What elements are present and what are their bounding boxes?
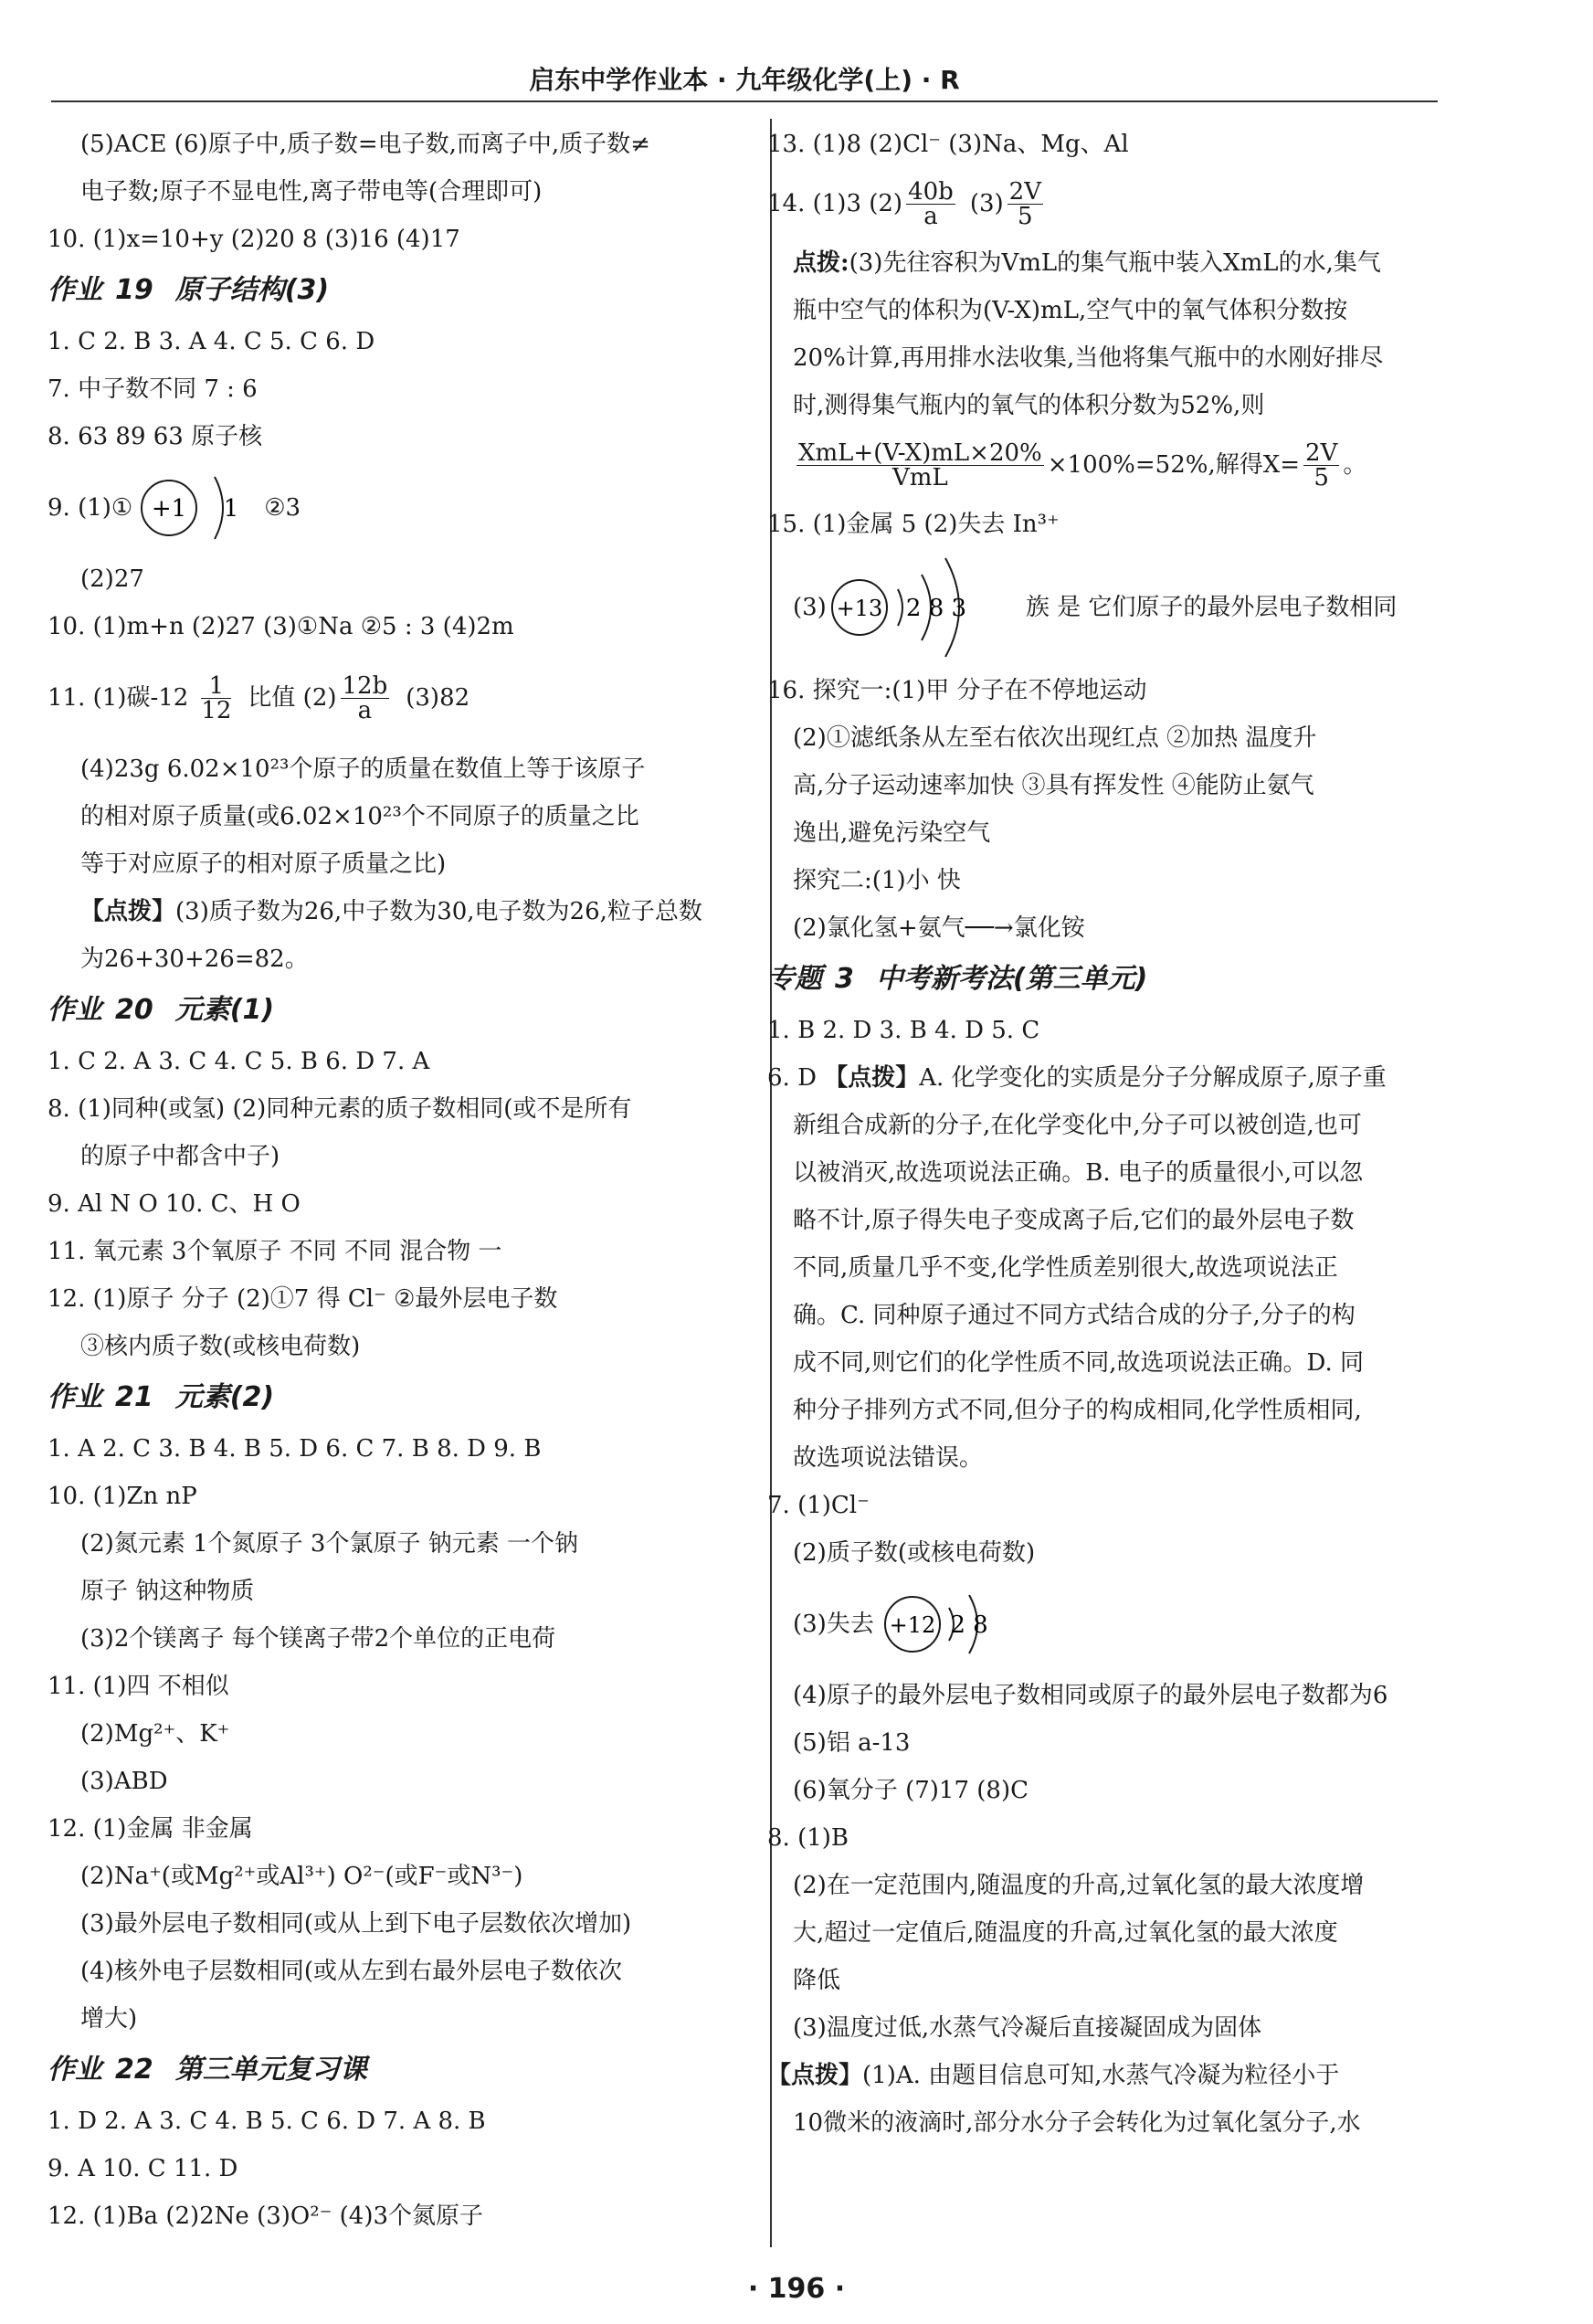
nucleus-charge: +1 [152,495,187,523]
hint-text: A. 化学变化的实质是分子分解成原子,原子重 [919,1064,1387,1092]
answer-line: 11. 氧元素 3个氧原子 不同 不同 混合物 一 [47,1238,502,1265]
answer-line: 原子 钠这种物质 [80,1578,255,1605]
equation-line [767,429,1439,501]
answer-line: 16. 探究一:(1)甲 分子在不停地运动 [767,677,1147,704]
answer-line: 15. (1)金属 5 (2)失去 In³⁺ [767,511,1060,538]
answer-line: 7. 中子数不同 7 : 6 [47,375,258,403]
atom-structure-diagram [132,464,251,552]
answer-line: (5)ACE (6)原子中,质子数=电子数,而离子中,质子数≠ [80,131,650,158]
fraction [906,177,955,230]
answer-line: (2)在一定范围内,随温度的升高,过氧化氢的最大浓度增 [793,1872,1365,1899]
section-title: 第三单元复习课 [174,2054,367,2086]
hint-line [47,888,751,935]
answer-line: (2)质子数(或核电荷数) [793,1539,1036,1567]
section-label: 作业 [47,994,102,1026]
hint-line: 10微米的液滴时,部分水分子会转化为过氧化氢分子,水 [793,2109,1361,2137]
answer-line: 1. D 2. A 3. C 4. B 5. C 6. D 7. A 8. B [47,2107,486,2135]
hint-label: 【点拨】 [80,898,176,925]
hint-line: 成不同,则它们的化学性质不同,故选项说法正确。D. 同 [793,1349,1364,1377]
answer-line-with-fractions [47,650,751,745]
section-title: 中考新考法(第三单元) [875,963,1148,995]
answer-line: 7. (1)Cl⁻ [767,1492,870,1519]
answer-line: (2)27 [80,565,144,593]
answer-line: (6)氧分子 (7)17 (8)C [793,1777,1029,1804]
atom-structure-diagram [827,551,1009,664]
answer-text: ×100%=52%,解得X= [1047,451,1301,479]
answer-line: 大,超过一定值后,随温度的升高,过氧化氢的最大浓度 [793,1919,1338,1947]
answer-line: ③核内质子数(或核电荷数) [80,1333,361,1360]
answer-line: (2)氮元素 1个氮原子 3个氯原子 钠元素 一个钠 [80,1530,578,1558]
hint-line: 略不计,原子得失电子变成离子后,它们的最外层电子数 [793,1207,1355,1234]
section-label: 作业 [47,274,102,306]
shell-electron-count: 1 [223,495,239,523]
answer-line: 10. (1)x=10+y (2)20 8 (3)16 (4)17 [47,226,460,253]
hint-label: 点拨: [793,249,849,277]
answer-line: (3)最外层电子数相同(或从上到下电子层数依次增加) [80,1910,632,1938]
answer-text: ②3 [264,494,301,522]
answer-line: 1. A 2. C 3. B 4. B 5. D 6. C 7. B 8. D 9. B [47,1435,542,1463]
numerator: 12b [342,671,388,700]
header-rule [51,100,1438,102]
nucleus-charge: +12 [889,1612,936,1638]
answer-line: 9. A 10. C 11. D [47,2155,238,2182]
answer-text: (3)82 [406,684,470,712]
electron-shell-arc [215,477,223,539]
left-column [47,121,751,2240]
fraction [1303,438,1339,491]
hint-line: 为26+30+26=82。 [80,945,309,973]
answer-line: (2)Mg²⁺、K⁺ [80,1720,230,1748]
hint-text: (3)先往容积为VmL的集气瓶中装入XmL的水,集气 [849,249,1381,277]
answer-text: 6. D [767,1064,825,1092]
answer-line: 1. B 2. D 3. B 4. D 5. C [767,1017,1040,1044]
section-label: 作业 [47,1381,102,1413]
page-number: · 196 · [747,2273,846,2305]
answer-line: 探究二:(1)小 快 [793,867,961,894]
hint-line: 确。C. 同种原子通过不同方式结合成的分子,分子的构 [793,1302,1356,1329]
running-header: 启东中学作业本 · 九年级化学(上) · R [529,65,960,95]
answer-line: 1. C 2. B 3. A 4. C 5. C 6. D [47,328,375,355]
answer-line: 10. (1)m+n (2)27 (3)①Na ②5 : 3 (4)2m [47,613,514,640]
answer-line: 的相对原子质量(或6.02×10²³个不同原子的质量之比 [80,803,639,830]
section-number: 19 [115,274,153,306]
hint-line: 不同,质量几乎不变,化学性质差别很大,故选项说法正 [793,1254,1338,1282]
fraction [201,671,232,724]
fraction [1007,177,1043,230]
shell-electron-counts: 2 8 3 [905,595,966,622]
right-column [767,121,1439,2147]
answer-line: 高,分子运动速率加快 ③具有挥发性 ④能防止氨气 [793,772,1314,799]
section-label: 作业 [47,2054,102,2086]
denominator: a [357,696,373,724]
hint-line: 时,测得集气瓶内的氧气的体积分数为52%,则 [793,392,1265,419]
hint-line: 20%计算,再用排水法收集,当他将集气瓶中的水刚好排尽 [793,344,1384,372]
electron-shell-arc [898,589,902,626]
answer-line: 8. (1)同种(或氢) (2)同种元素的质子数相同(或不是所有 [47,1095,632,1123]
section-title: 元素(1) [174,994,275,1026]
hint-line: 故选项说法错误。 [793,1444,984,1472]
section-label: 专题 [767,963,822,995]
atom-structure-diagram [874,1580,1002,1668]
answer-line: 12. (1)金属 非金属 [47,1815,253,1843]
answer-line-atom-diagram [767,1577,1439,1672]
section-number: 21 [115,1381,153,1413]
hint-text: (3)质子数为26,中子数为30,电子数为26,粒子总数 [175,898,702,925]
answer-line: (4)核外电子层数相同(或从左到右最外层电子数依次 [80,1958,622,1985]
shell-electron-counts: 2 8 [950,1611,988,1639]
answer-line: (3)2个镁离子 每个镁离子带2个单位的正电荷 [80,1625,556,1653]
section-number: 22 [115,2054,153,2086]
numerator: 40b [908,177,954,206]
answer-line: 10. (1)Zn nP [47,1483,197,1510]
answer-text: (3) [969,190,1004,217]
section-number: 20 [115,994,153,1026]
answer-line: (3)ABD [80,1768,168,1795]
numerator: XmL+(V-X)mL×20% [798,438,1042,467]
hint-line: 种分子排列方式不同,但分子的构成相同,化学性质相同, [793,1397,1362,1424]
answer-line-atom-diagram [47,460,751,555]
answer-text: 14. (1)3 (2) [767,190,903,217]
answer-text: 11. (1)碳-12 [47,684,189,712]
section-number: 3 [835,963,854,995]
answer-line: 9. Al N O 10. C、H O [47,1190,301,1218]
answer-line: (4)原子的最外层电子数相同或原子的最外层电子数都为6 [793,1682,1388,1709]
answer-line: 12. (1)原子 分子 (2)①7 得 Cl⁻ ②最外层电子数 [47,1285,558,1313]
hint-line: 以被消灭,故选项说法正确。B. 电子的质量很小,可以忽 [793,1159,1364,1187]
hint-text: (1)A. 由题目信息可知,水蒸气冷凝为粒径小于 [862,2062,1340,2089]
answer-line: 的原子中都含中子) [80,1143,280,1170]
answer-line: 增大) [80,2005,138,2033]
section-title: 原子结构(3) [174,274,330,306]
numerator: 2V [1305,438,1338,467]
answer-line [767,1054,1439,1102]
answer-line: 11. (1)四 不相似 [47,1673,229,1700]
section-heading-21 [47,1370,751,1425]
nucleus-charge: +13 [836,596,883,621]
answer-line: 12. (1)Ba (2)2Ne (3)O²⁻ (4)3个氮原子 [47,2203,484,2230]
hint-line [767,239,1439,287]
fraction [341,671,390,724]
denominator: 5 [1018,202,1033,230]
numerator: 2V [1008,177,1041,206]
hint-line: 新组合成新的分子,在化学变化中,分子可以被创造,也可 [793,1112,1362,1139]
answer-text: (3) [793,594,827,621]
answer-line: (4)23g 6.02×10²³个原子的质量在数值上等于该原子 [80,755,646,783]
answer-line: (5)铝 a-13 [793,1729,911,1757]
numerator: 1 [201,674,231,699]
answer-line: 1. C 2. A 3. C 4. C 5. B 6. D 7. A [47,1048,430,1075]
answer-text: 。 [1343,451,1367,479]
answer-line: (2)①滤纸条从左至右依次出现红点 ②加热 温度升 [793,724,1317,752]
fraction [796,438,1044,491]
hint-label: 【点拨】 [767,2062,863,2089]
answer-line: 13. (1)8 (2)Cl⁻ (3)Na、Mg、Al [767,131,1129,158]
answer-line: 电子数;原子不显电性,离子带电等(合理即可) [80,178,543,206]
answer-text: (3)失去 [793,1611,874,1638]
section-heading-19 [47,263,751,318]
answer-line: 8. 63 89 63 原子核 [47,423,263,450]
section-heading-22 [47,2043,751,2097]
answer-line-with-fractions [767,168,1439,239]
section-title: 元素(2) [174,1381,275,1413]
answer-line-atom-diagram [767,548,1439,667]
answer-line: (2)Na⁺(或Mg²⁺或Al³⁺) O²⁻(或F⁻或N³⁻) [80,1863,523,1890]
answer-line: 等于对应原子的相对原子质量之比) [80,850,447,878]
answer-text: 族 是 它们原子的最外层电子数相同 [1025,594,1398,621]
section-heading-topic-3 [767,952,1439,1007]
answer-line: 8. (1)B [767,1824,849,1852]
answer-line: (3)温度过低,水蒸气冷凝后直接凝固成为固体 [793,2014,1262,2042]
answer-line: 降低 [793,1967,841,1994]
denominator: 5 [1313,463,1329,491]
denominator: 12 [201,696,232,724]
section-heading-20 [47,983,751,1038]
hint-line [767,2052,1439,2099]
answer-text: 比值 (2) [248,684,337,712]
hint-label: 【点拨】 [824,1064,920,1092]
answer-line: 逸出,避免污染空气 [793,819,991,847]
denominator: VmL [892,463,948,491]
answer-text: 9. (1)① [47,494,133,522]
hint-line: 瓶中空气的体积为(V-X)mL,空气中的氧气体积分数按 [793,297,1348,324]
denominator: a [923,202,938,230]
answer-line: (2)氯化氢+氨气──→氯化铵 [793,914,1085,942]
